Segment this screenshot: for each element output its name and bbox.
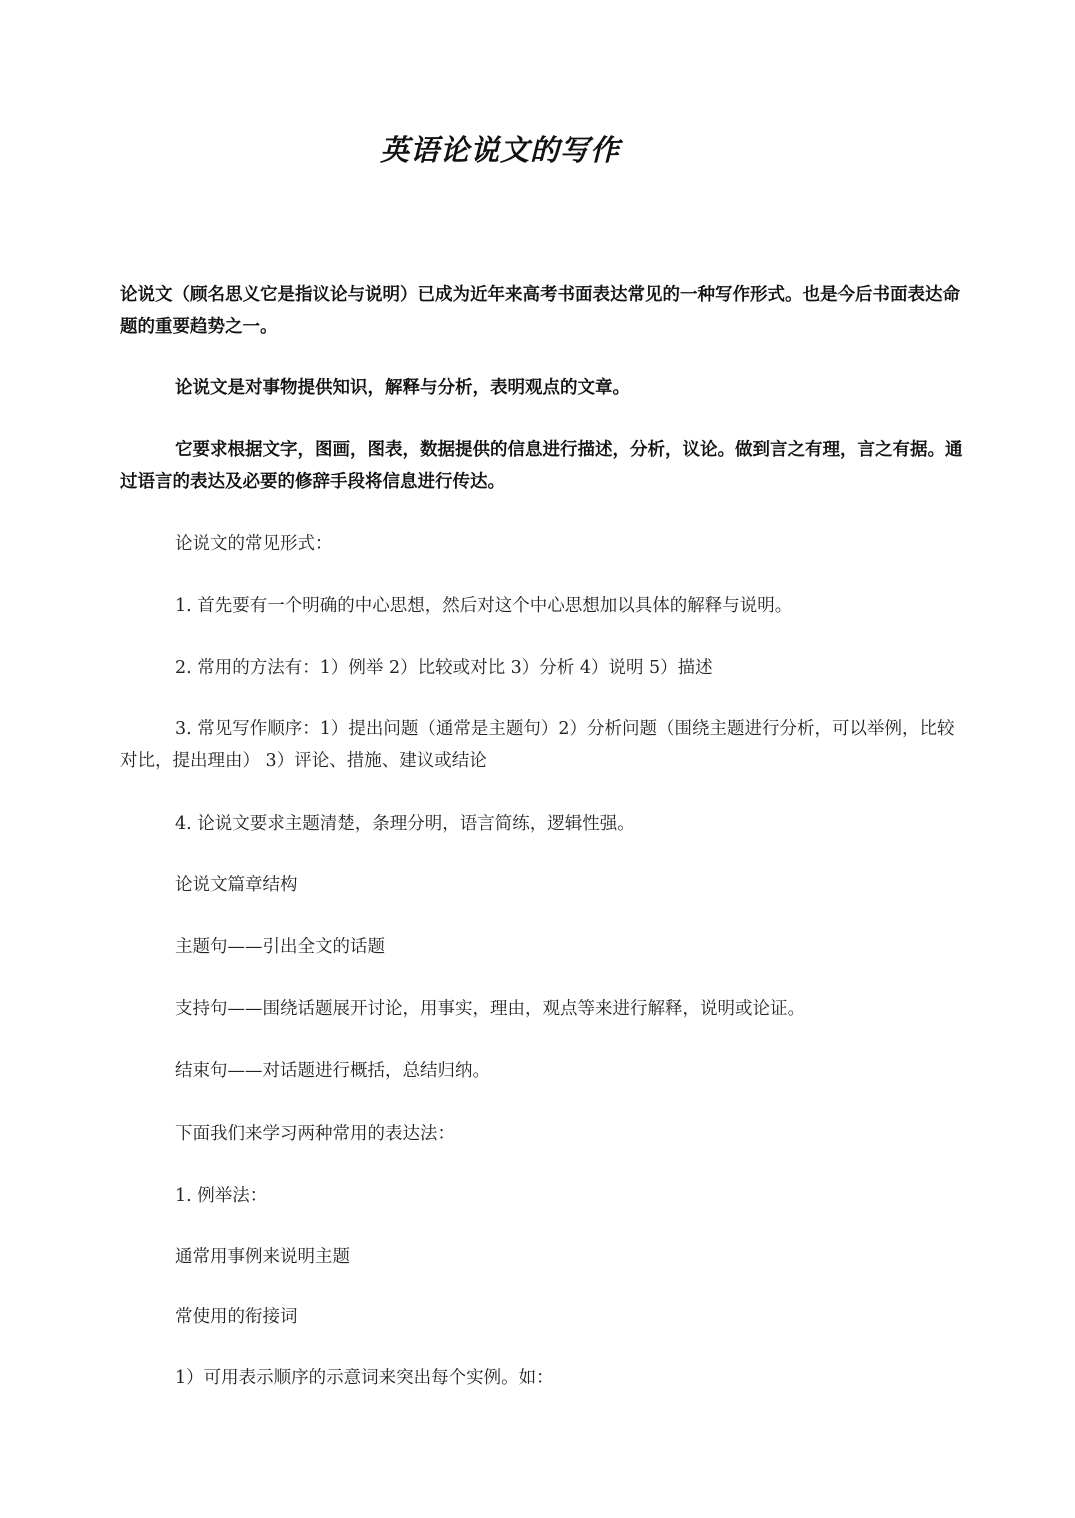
paragraph-concluding-sentence: 结束句——对话题进行概括，总结归纳。 xyxy=(175,1061,490,1081)
paragraph-topic-sentence: 主题句——引出全文的话题 xyxy=(175,937,385,957)
list-item-4: 4. 论说文要求主题清楚，条理分明，语言简练，逻辑性强。 xyxy=(175,814,635,834)
list-item-2: 2. 常用的方法有：1）例举 2）比较或对比 3）分析 4）说明 5）描述 xyxy=(175,658,713,678)
paragraph-sequence-words: 1）可用表示顺序的示意词来突出每个实例。如： xyxy=(175,1368,554,1388)
paragraph-connectives: 常使用的衔接词 xyxy=(175,1307,298,1327)
paragraph-methods-intro: 下面我们来学习两种常用的表达法： xyxy=(175,1124,455,1144)
paragraph-requirement: 它要求根据文字，图画，图表，数据提供的信息进行描述，分析，议论。做到言之有理，言之有据。通过语言的表达及必要的修辞手段将信息进行传达。 xyxy=(120,440,963,492)
paragraph-intro: 论说文（顾名思义它是指议论与说明）已成为近年来高考书面表达常见的一种写作形式。也是今后书面表达命题的重要趋势之一。 xyxy=(120,285,960,337)
paragraph-supporting-sentence: 支持句——围绕话题展开讨论，用事实，理由，观点等来进行解释，说明或论证。 xyxy=(175,999,805,1019)
paragraph-example-usage: 通常用事例来说明主题 xyxy=(175,1247,350,1267)
list-item-1: 1. 首先要有一个明确的中心思想，然后对这个中心思想加以具体的解释与说明。 xyxy=(175,596,793,616)
paragraph-forms-heading: 论说文的常见形式： xyxy=(175,534,333,554)
paragraph-structure-heading: 论说文篇章结构 xyxy=(175,875,298,895)
paragraph-definition: 论说文是对事物提供知识，解释与分析，表明观点的文章。 xyxy=(175,378,630,398)
list-item-3: 3. 常见写作顺序：1）提出问题（通常是主题句）2）分析问题（围绕主题进行分析，可以举例，比较对比，提出理由） 3）评论、措施、建议或结论 xyxy=(120,719,955,771)
paragraph-example-method: 1. 例举法： xyxy=(175,1186,268,1206)
document-title: 英语论说文的写作 xyxy=(379,133,620,167)
